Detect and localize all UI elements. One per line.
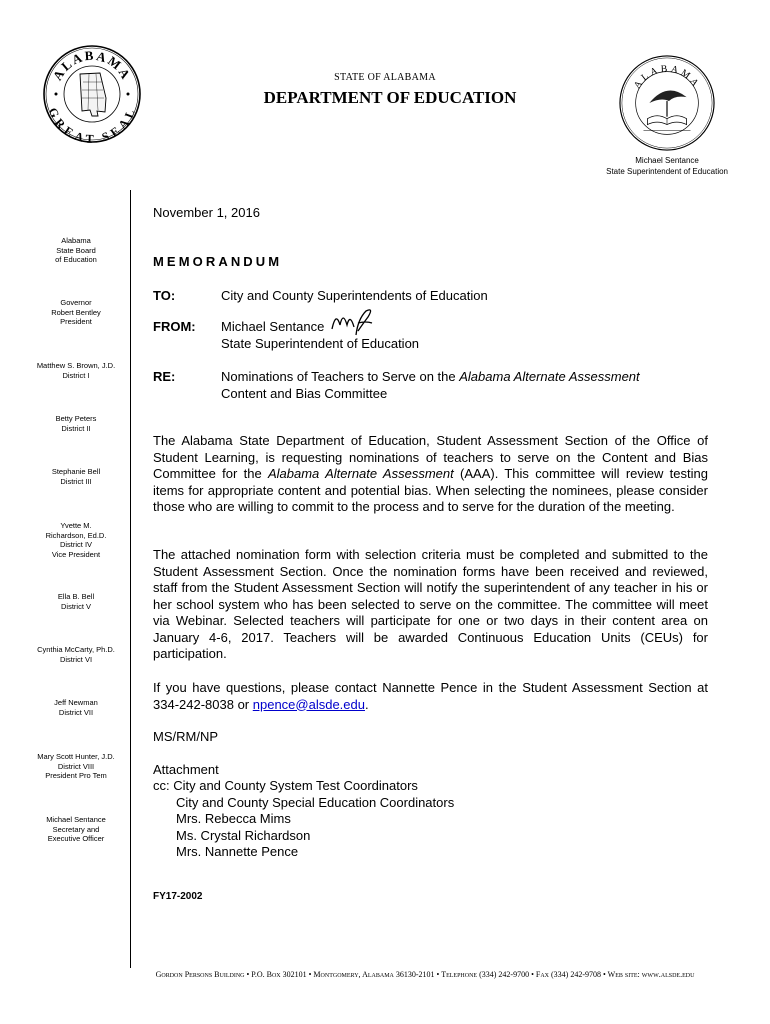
superintendent-name: Michael Sentance xyxy=(635,156,699,165)
cc-item: City and County Special Education Coordinators xyxy=(176,794,455,810)
edu-seal-top-text: ALABAMA xyxy=(631,63,703,91)
board-member-line: Betty Peters xyxy=(55,414,97,423)
p3-text-end: . xyxy=(364,696,369,712)
board-member xyxy=(26,592,126,611)
cc-item: Mrs. Nannette Pence xyxy=(176,844,299,859)
cc-item: Ms. Crystal Richardson xyxy=(176,827,311,843)
board-member-line: District VI xyxy=(59,654,93,664)
re-italic: Alabama Alternate Assessment xyxy=(459,369,640,384)
board-member xyxy=(26,698,126,717)
p1-text-end: (AAA). This committee will review testing items for appropriate content and potential bias. When selecting the nominees, please consider those who are willing to commit to the process and to serve for the duration of the meeting. xyxy=(153,466,708,514)
to-value: City and County Superintendents of Education xyxy=(221,288,488,303)
cc-list xyxy=(153,778,708,861)
board-member-line: President Pro Tem xyxy=(45,771,107,780)
from-title: State Superintendent of Education xyxy=(221,335,420,351)
email-link[interactable]: npence@alsde.edu xyxy=(252,696,365,712)
board-heading xyxy=(26,236,126,265)
paragraph-3 xyxy=(153,680,708,713)
p1-italic: Alabama Alternate Assessment xyxy=(267,466,454,481)
reference-number: FY17-2002 xyxy=(153,891,203,902)
board-member-line: Yvette M. xyxy=(60,521,92,530)
board-member-line: Executive Officer xyxy=(47,834,105,843)
board-member xyxy=(26,815,126,844)
board-member xyxy=(26,467,126,486)
memo-date: November 1, 2016 xyxy=(153,205,260,220)
initials: MS/RM/NP xyxy=(153,729,218,744)
attachment-label: Attachment xyxy=(153,762,219,777)
board-member-line: Stephanie Bell xyxy=(51,467,101,476)
board-heading-line: Alabama xyxy=(61,236,91,245)
board-member-line: District V xyxy=(61,601,91,611)
seal-bottom-text: GREAT SEAL xyxy=(45,105,139,144)
department-title xyxy=(0,88,770,108)
superintendent-header xyxy=(606,155,728,177)
paragraph-2: The attached nomination form with selection criteria must be completed and submitted to the Student Assessment Section. Once the nomination forms have been received and reviewed, staff from the Student Assessment Section will notify the superintendent of any teacher in his or her school system who has been selected to serve on the committee. The committee will meet via Webinar. Selected teachers will participate for one or two days in their content area on January 4-6, 2017. Teachers will be awarded Continuous Education Units (CEUs) for participation. xyxy=(153,547,708,661)
board-member-line: Richardson, Ed.D. xyxy=(45,530,107,540)
seal-top-text: ALABAMA xyxy=(49,47,135,83)
board-member-line: Jeff Newman xyxy=(54,698,98,707)
board-member-line: District VIII xyxy=(57,761,95,771)
board-member-line: District IV xyxy=(59,540,93,549)
board-member-line: District I xyxy=(62,370,90,380)
board-heading-line: of Education xyxy=(55,255,97,264)
memorandum-heading: MEMORANDUM xyxy=(153,254,283,269)
p3-text: If you have questions, please contact Nannette Pence in the Student Assessment Section at 334-242-8038 or xyxy=(153,680,708,712)
board-member-line: Mary Scott Hunter, J.D. xyxy=(37,752,115,761)
re-prefix: Nominations of Teachers to Serve on the xyxy=(221,369,460,384)
board-member xyxy=(26,521,126,559)
department-label: DEPARTMENT OF EDUCATION xyxy=(263,88,517,107)
re-suffix: Content and Bias Committee xyxy=(221,385,388,401)
board-member-line: Ella B. Bell xyxy=(57,592,95,601)
from-value xyxy=(221,319,701,352)
cc-item: Mrs. Rebecca Mims xyxy=(176,811,291,826)
superintendent-title: State Superintendent of Education xyxy=(606,167,728,176)
board-member xyxy=(26,752,126,781)
signature-initials xyxy=(328,305,376,339)
state-of-alabama-line xyxy=(0,72,770,83)
footer-address xyxy=(0,970,770,979)
board-member-line: Governor xyxy=(60,298,92,307)
board-member-line: District III xyxy=(60,476,92,486)
board-member-line: Matthew S. Brown, J.D. xyxy=(36,361,116,370)
board-member-line: Michael Sentance xyxy=(46,815,106,824)
cc-item: cc: City and County System Test Coordinators xyxy=(153,778,418,793)
re-label: RE: xyxy=(153,369,176,384)
board-member-line: President xyxy=(60,317,92,326)
from-label: FROM: xyxy=(153,319,196,334)
re-value xyxy=(221,369,701,402)
board-member xyxy=(26,414,126,433)
board-member-line: Secretary and xyxy=(52,824,100,834)
board-member-line: Cynthia McCarty, Ph.D. xyxy=(37,645,115,654)
board-member-line: Robert Bentley xyxy=(51,307,101,317)
board-member-line: District II xyxy=(61,423,91,433)
footer-text: Gordon Persons Building • P.O. Box 302101 • Montgomery, Alabama 36130-2101 • Telephone (334) 242-9700 • Fax (334) 242-9708 • Web site: www.alsde.edu xyxy=(155,970,695,979)
p1-text: The Alabama State Department of Education, Student Assessment Section of the Office of Student Learning, is requesting nominations of teachers to serve on the Content and Bias Committee for the xyxy=(153,433,708,481)
to-label: TO: xyxy=(153,288,176,303)
column-divider xyxy=(130,190,131,968)
from-name: Michael Sentance xyxy=(221,319,325,334)
board-member xyxy=(26,361,126,380)
state-label: STATE OF ALABAMA xyxy=(334,72,436,83)
board-member-line: District VII xyxy=(58,707,94,717)
paragraph-1 xyxy=(153,433,708,516)
board-heading-line: State Board xyxy=(56,245,96,255)
board-member xyxy=(26,298,126,327)
board-member-line: Vice President xyxy=(51,549,101,559)
board-member xyxy=(26,645,126,664)
